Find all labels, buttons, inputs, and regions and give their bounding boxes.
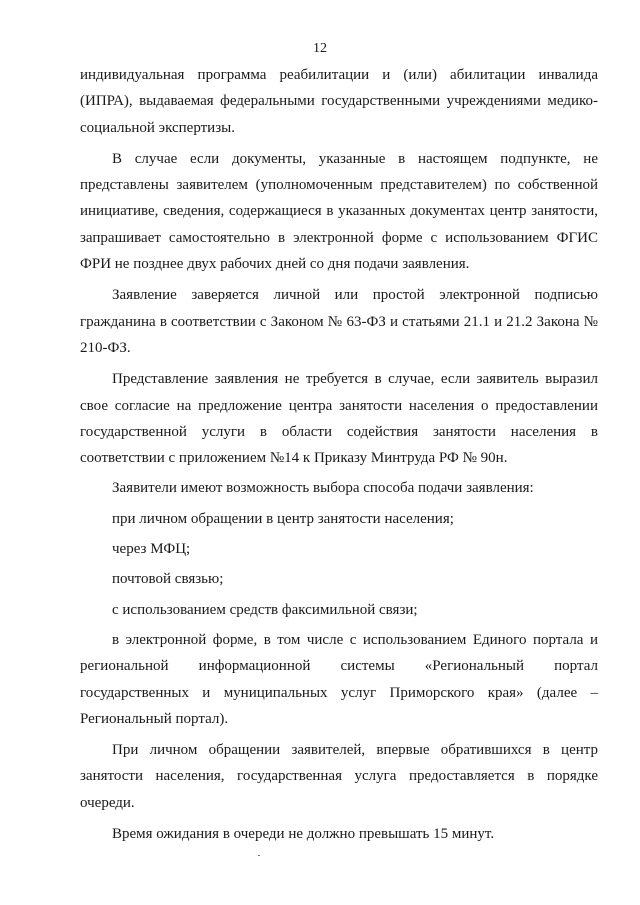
- paragraph-signature: Заявление заверяется личной или простой электронной подписью гражданина в соответствии с Законом № 63-ФЗ и статьями 21.1 и 21.2 Закона № 210-ФЗ.: [80, 287, 598, 356]
- list-item-in-person: при личном обращении в центр занятости населения;: [112, 510, 454, 527]
- scan-speck: [258, 855, 260, 856]
- paragraph-submission-methods: Заявители имеют возможность выбора способа подачи заявления:: [112, 480, 534, 497]
- paragraph-waiting-time: Время ожидания в очереди не должно превышать 15 минут.: [112, 826, 495, 843]
- page-number: 12: [313, 41, 327, 56]
- paragraph-queue: При личном обращении заявителей, впервые обратившихся в центр занятости населения, государственная услуга предоставляется в порядке очереди.: [80, 742, 598, 811]
- list-item-mfc: через МФЦ;: [112, 541, 191, 558]
- paragraph-ipra: индивидуальная программа реабилитации и (или) абилитации инвалида (ИПРА), выдаваемая федеральными государственными учреждениями медико-социальной экспертизы.: [80, 67, 598, 136]
- list-item-post: почтовой связью;: [112, 571, 224, 588]
- list-item-electronic: в электронной форме, в том числе с использованием Единого портала и региональной информационной системы «Региональный портал государственных и муниципальных услуг Приморского края» (далее – Региональный портал).: [80, 631, 598, 727]
- document-body: [80, 62, 598, 847]
- paragraph-not-required: Представление заявления не требуется в случае, если заявитель выразил свое согласие на предложение центра занятости населения о предоставлении государственной услуги в области содействия занятости населения в соответствии с приложением №14 к Приказу Минтруда РФ № 90н.: [80, 371, 598, 467]
- list-item-fax: с использованием средств факсимильной связи;: [112, 601, 418, 618]
- paragraph-documents-request: В случае если документы, указанные в настоящем подпункте, не представлены заявителем (уполномоченным представителем) по собственной инициативе, сведения, содержащиеся в указанных документах центр занятости, запрашивает самостоятельно в электронной форме с использованием ФГИС ФРИ не позднее двух рабочих дней со дня подачи заявления.: [80, 150, 598, 273]
